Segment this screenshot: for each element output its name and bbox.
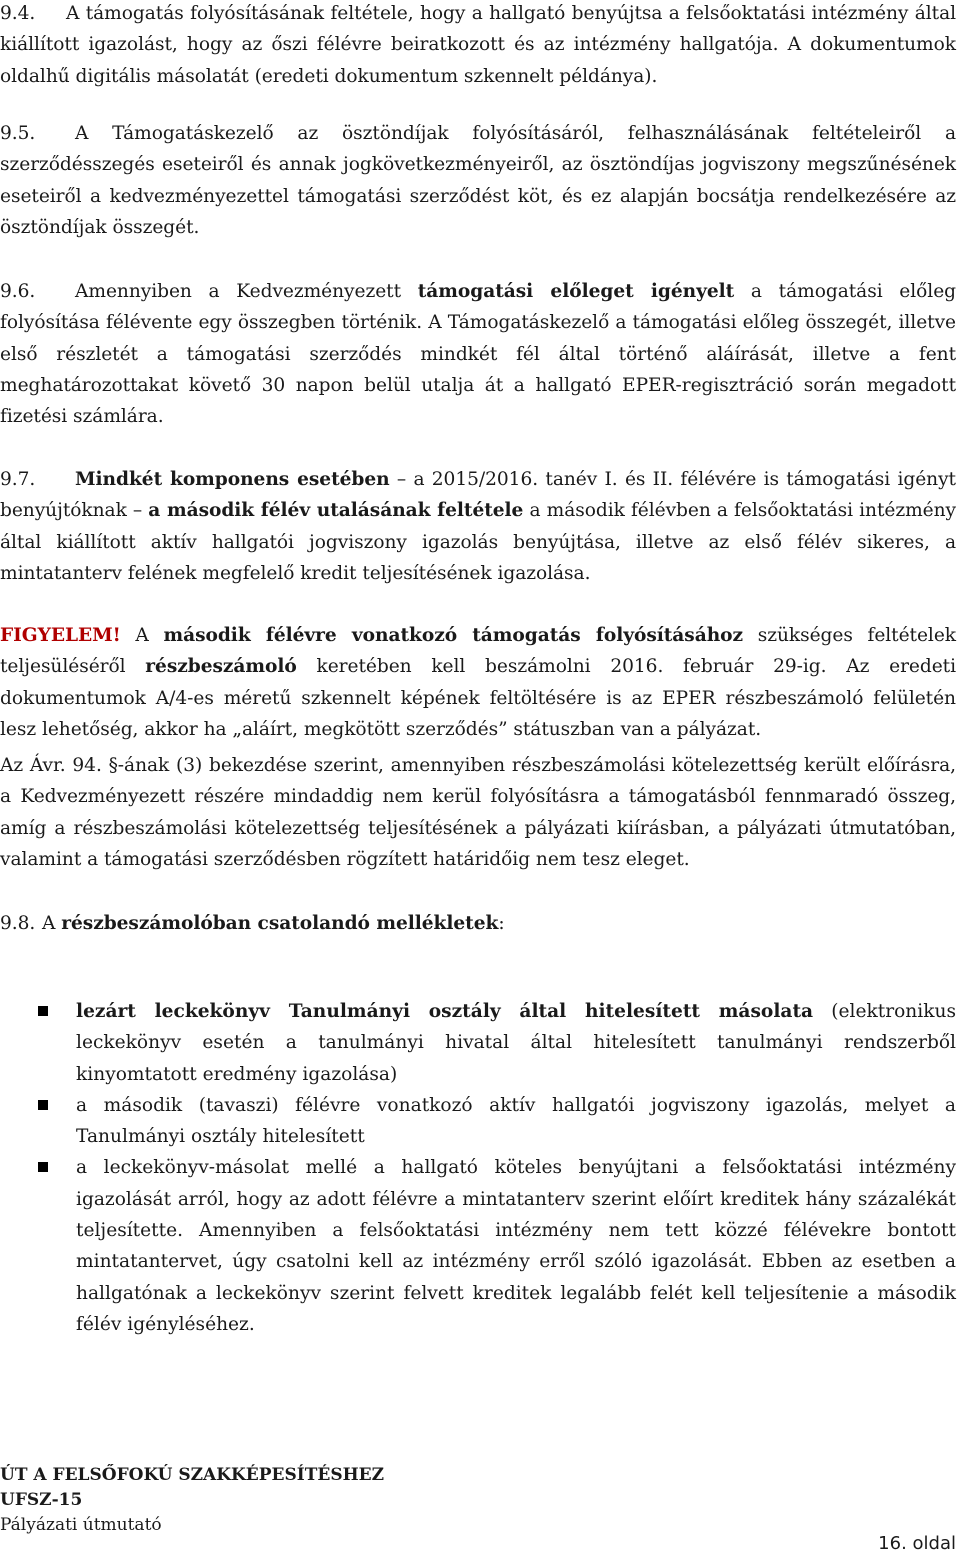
list-item-text: a második (tavaszi) félévre vonatkozó aktív hallgatói jogviszony igazolás, melyet a Tanulmányi osztály hitelesített (76, 1094, 956, 1148)
list-item (0, 1090, 956, 1153)
section-9-8 (0, 908, 956, 939)
section-9-7 (0, 464, 956, 589)
list-item (0, 1152, 956, 1340)
section-text: a második félévben a felsőoktatási intézmény által kiállított aktív hallgatói jogviszony igazolás benyújtása, illetve az első félév sikeres, a mintatanterv felének megfelelő kredit teljesítésének igazolása. (0, 500, 956, 584)
section-bold-text: a második félév utalásának feltétele (148, 500, 524, 522)
list-item-bold: lezárt leckekönyv Tanulmányi osztály által hitelesített másolata (76, 1001, 814, 1022)
square-bullet-icon (38, 1100, 48, 1110)
paragraph-text: Az Ávr. 94. §-ának (3) bekezdése szerint, amennyiben részbeszámolási kötelezettség került előírásra, a Kedvezményezett részére mindaddig nem kerül folyósításra a támogatásból fennmaradó összeg, amíg a részbeszámolási kötelezettség teljesítésének a pályázati kiírásban, a pályázati útmutatóban, valamint a támogatási szerződésben rögzített határidőig nem tesz eleget. (0, 755, 956, 870)
section-text: A (42, 913, 62, 934)
notice-text: A (120, 625, 164, 646)
notice-text: szükséges feltételek teljesüléséről (0, 625, 956, 678)
footer-program-title: ÚT A FELSŐFOKÚ SZAKKÉPESÍTÉSHEZ (0, 1465, 385, 1485)
figyelem-notice (0, 620, 956, 745)
section-number: 9.7. (0, 469, 36, 490)
footer-code: UFSZ-15 (0, 1490, 83, 1510)
page-number: 16. oldal (878, 1533, 956, 1554)
section-bold-text: részbeszámolóban csatolandó mellékletek (61, 913, 499, 934)
section-bold-text: támogatási előleget igényelt (417, 281, 735, 302)
section-number: 9.4. (0, 3, 36, 24)
section-text: A Támogatáskezelő az ösztöndíjak folyósításáról, felhasználásának feltételeiről a szerződésszegés eseteiről és annak jogkövetkezményeiről, az ösztöndíjas jogviszony megszűnésének eseteiről a kedvezményezettel támogatási szerződést köt, és ez alapján bocsátja rendelkezésére az ösztöndíjak összegét. (0, 123, 956, 238)
section-bold-text: Mindkét komponens esetében (75, 469, 390, 490)
section-text: a támogatási előleg folyósítása félévente egy összegben történik. A Támogatáskezelő a támogatási előleg összegét, illetve első részletét a támogatási szerződés mindkét fél által történő aláírását, illetve a fent meghatározottakat követő 30 napon belül utalja át a hallgató EPER-regisztráció során megadott fizetési számlára. (0, 281, 956, 428)
section-number: 9.5. (0, 123, 36, 144)
section-number: 9.8. (0, 913, 36, 934)
notice-bold-text: részbeszámoló (145, 656, 297, 678)
square-bullet-icon (38, 1162, 48, 1172)
list-item-text: (elektronikus leckekönyv esetén a tanulmányi hivatal által hitelesített tanulmányi rendszerből kinyomtatott eredmény igazolása) (76, 1001, 956, 1085)
section-number: 9.6. (0, 281, 36, 302)
section-9-5 (0, 118, 956, 243)
list-item (0, 996, 956, 1090)
section-9-6 (0, 276, 956, 432)
section-text: – a 2015/2016. tanév I. és II. félévére is támogatási igényt benyújtóknak – (0, 469, 956, 522)
notice-text: keretében kell beszámolni 2016. február 29-ig. Az eredeti dokumentumok A/4-es méretű szkennelt képének feltöltésére is az EPER részbeszámoló felületén lesz lehetőség, akkor ha „aláírt, megkötött szerződés” státuszban van a pályázat. (0, 656, 956, 740)
section-text: : (498, 913, 505, 934)
attachments-list (0, 996, 956, 1340)
list-item-text: a leckekönyv-másolat mellé a hallgató köteles benyújtani a felsőoktatási intézmény igazolását arról, hogy az adott félévre a mintatanterv szerint előírt kreditek hány százalékát teljesítette. Amennyiben a felsőoktatási intézmény nem tett közzé félévekre bontott mintatantervet, úgy csatolni kell az intézmény erről szóló igazolását. Ebben az esetben a hallgatónak a leckekönyv szerint felvett kreditek legalább felét kell teljesítenie a második félév igényléséhez. (76, 1157, 956, 1335)
warning-label: FIGYELEM! (0, 625, 121, 646)
section-9-4 (0, 0, 956, 92)
footer-doc-name: Pályázati útmutató (0, 1515, 162, 1535)
square-bullet-icon (38, 1006, 48, 1016)
avr-paragraph (0, 750, 956, 875)
section-text: A támogatás folyósításának feltétele, hogy a hallgató benyújtsa a felsőoktatási intézmény által kiállított igazolást, hogy az őszi félévre beiratkozott és az intézmény hallgatója. A dokumentumok oldalhű digitális másolatát (eredeti dokumentum szkennelt példánya). (0, 3, 956, 87)
page-footer (0, 1463, 384, 1538)
section-text: Amennyiben a Kedvezményezett (75, 281, 418, 302)
notice-bold-text: második félévre vonatkozó támogatás folyósításához (163, 625, 744, 646)
